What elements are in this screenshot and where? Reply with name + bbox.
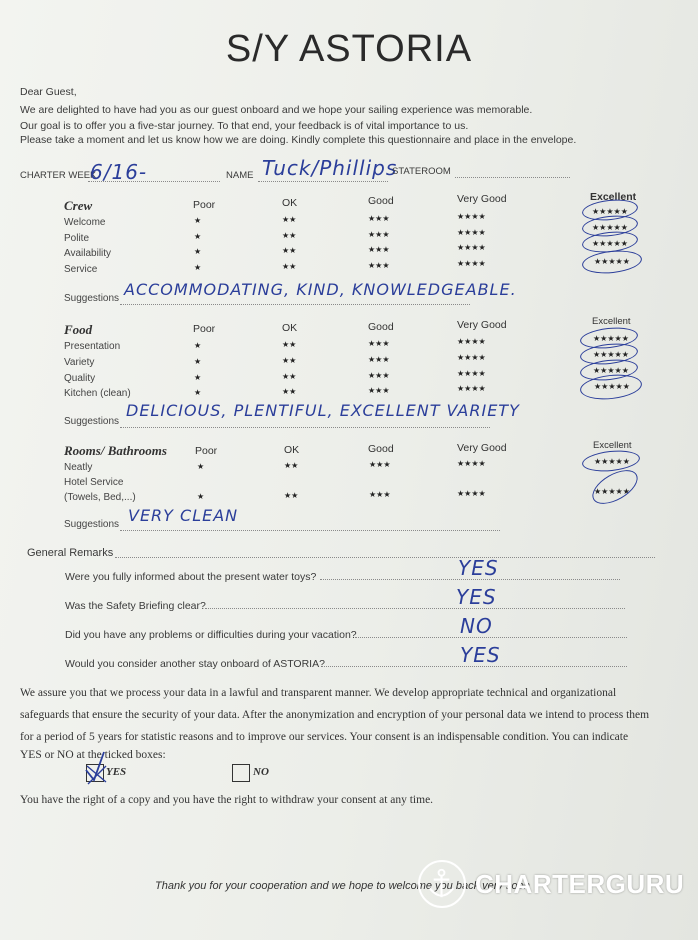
question-3: Did you have any problems or difficulties during your vacation? [65,629,357,641]
food-variety-star-1[interactable]: ★ [194,357,202,366]
food-quality-star-1[interactable]: ★ [194,373,202,382]
food-quality-star-2[interactable]: ★★ [282,372,297,381]
crew-service-star-1[interactable]: ★ [194,263,202,272]
crew-polite-star-1[interactable]: ★ [194,232,202,241]
crew-welcome-star-3[interactable]: ★★★ [368,214,390,223]
watermark-brand: CHARTERGURU [475,869,685,899]
rooms-neatly-star-3[interactable]: ★★★ [369,460,391,469]
crew-header-ok: OK [282,197,298,209]
food-header-ok: OK [282,322,298,334]
crew-welcome-star-1[interactable]: ★ [194,216,202,225]
food-presentation-star-3[interactable]: ★★★ [368,339,390,348]
general-remarks-label: General Remarks [27,547,114,559]
rooms-neatly-star-1[interactable]: ★ [197,462,205,471]
crew-header-excellent: Excellent [590,191,637,203]
crew-polite-star-4[interactable]: ★★★★ [457,228,486,237]
crew-suggestions-line [120,304,470,305]
food-kitchen-star-3[interactable]: ★★★ [368,386,390,395]
food-presentation-star-1[interactable]: ★ [194,341,202,350]
food-suggestions-label: Suggestions [64,416,120,427]
crew-service-star-2[interactable]: ★★ [282,262,297,271]
food-header-poor: Poor [193,323,216,335]
privacy-line-2: safeguards that ensure the security of your data. After the anonymization and encryption of your personal data we intend to process them [20,709,650,721]
rooms-header-excellent: Excellent [593,440,632,451]
consent-no-label: NO [253,766,269,778]
crew-header-good: Good [368,195,394,207]
greeting: Dear Guest, [20,86,77,98]
food-quality-star-3[interactable]: ★★★ [368,371,390,380]
crew-header-poor: Poor [193,199,216,211]
answer-3[interactable]: NO [460,614,493,638]
rooms-section-title: Rooms/ Bathrooms [64,443,167,458]
crew-polite-star-5[interactable]: ★★★★★ [592,223,628,232]
rooms-item-hotel-service: Hotel Service [64,477,124,488]
rooms-header-ok: OK [284,444,300,456]
crew-polite-star-2[interactable]: ★★ [282,231,297,240]
crew-item-service: Service [64,264,98,275]
crew-item-availability: Availability [64,248,112,259]
question-2: Was the Safety Briefing clear? [65,600,206,612]
stateroom-label: STATEROOM [392,166,451,177]
food-presentation-star-2[interactable]: ★★ [282,340,297,349]
intro-line-3: Please take a moment and let us know how we are doing. Kindly complete this questionnaire and place in the envelope. [20,134,577,146]
answer-2[interactable]: YES [456,585,497,609]
anchor-logo-icon [418,860,466,908]
crew-service-star-3[interactable]: ★★★ [368,261,390,270]
privacy-rights: You have the right of a copy and you have the right to withdraw your consent at any time. [20,794,434,806]
rooms-hotel-star-5[interactable]: ★★★★★ [594,487,630,496]
food-suggestions-line [120,427,490,428]
rooms-hotel-star-4[interactable]: ★★★★ [457,489,486,498]
thank-you-note: Thank you for your cooperation and we hope to welcome you back very soon [155,880,530,892]
stateroom-line [455,177,570,178]
food-header-very-good: Very Good [457,319,507,331]
rooms-hotel-star-1[interactable]: ★ [197,492,205,501]
crew-availability-star-3[interactable]: ★★★ [368,245,390,254]
food-quality-star-5[interactable]: ★★★★★ [593,366,629,375]
consent-yes-label: YES [106,766,127,778]
food-item-presentation: Presentation [64,341,121,352]
crew-availability-star-1[interactable]: ★ [194,247,202,256]
intro-line-2: Our goal is to offer you a five-star journey. To that end, your feedback is of vital importance to us. [20,120,469,132]
privacy-line-3: for a period of 5 years for statistic reasons and to improve our services. Your consent is an indispensable condition. You can indicate [20,731,629,743]
rooms-suggestions-value[interactable]: VERY CLEAN [128,506,239,525]
crew-service-circle-mark [581,248,643,276]
crew-section-title: Crew [64,198,93,213]
crew-welcome-star-4[interactable]: ★★★★ [457,212,486,221]
crew-header-very-good: Very Good [457,193,507,205]
rooms-item-neatly: Neatly [64,462,93,473]
food-header-good: Good [368,321,394,333]
crew-welcome-star-2[interactable]: ★★ [282,215,297,224]
consent-no-checkbox[interactable] [232,764,250,782]
name-line [258,181,388,182]
food-quality-star-4[interactable]: ★★★★ [457,369,486,378]
food-kitchen-star-5[interactable]: ★★★★★ [594,382,630,391]
page-title: S/Y ASTORIA [225,28,473,70]
rooms-suggestions-label: Suggestions [64,519,120,530]
rooms-neatly-star-2[interactable]: ★★ [284,461,299,470]
rooms-suggestions-line [120,530,500,531]
name-value[interactable]: Tuck/Phillips [262,156,398,180]
rooms-hotel-star-3[interactable]: ★★★ [369,490,391,499]
food-presentation-star-4[interactable]: ★★★★ [457,337,486,346]
crew-welcome-star-5[interactable]: ★★★★★ [592,207,628,216]
rooms-header-very-good: Very Good [457,442,507,454]
answer-1[interactable]: YES [458,556,499,580]
food-variety-star-3[interactable]: ★★★ [368,355,390,364]
food-item-kitchen: Kitchen (clean) [64,388,131,399]
food-kitchen-star-1[interactable]: ★ [194,388,202,397]
crew-service-star-5[interactable]: ★★★★★ [594,257,630,266]
question-4: Would you consider another stay onboard of ASTORIA? [65,658,325,670]
crew-availability-star-5[interactable]: ★★★★★ [592,239,628,248]
crew-service-star-4[interactable]: ★★★★ [457,259,486,268]
rooms-item-towels-bed: (Towels, Bed,...) [64,492,136,503]
rooms-header-good: Good [368,443,394,455]
answer-4[interactable]: YES [460,643,501,667]
rooms-header-poor: Poor [195,445,218,457]
general-remarks-line [115,557,655,558]
name-label: NAME [226,170,254,181]
food-variety-star-2[interactable]: ★★ [282,356,297,365]
food-kitchen-star-2[interactable]: ★★ [282,387,297,396]
question-2-line [205,608,625,609]
crew-polite-star-3[interactable]: ★★★ [368,230,390,239]
food-kitchen-star-4[interactable]: ★★★★ [457,384,486,393]
crew-item-welcome: Welcome [64,217,106,228]
privacy-line-1: We assure you that we process your data in a lawful and transparent manner. We develop appropriate technical and organizational [20,687,617,699]
crew-suggestions-value[interactable]: ACCOMMODATING, KIND, KNOWLEDGEABLE. [124,280,517,299]
food-section-title: Food [64,322,93,337]
food-variety-star-4[interactable]: ★★★★ [457,353,486,362]
crew-suggestions-label: Suggestions [64,293,120,304]
crew-item-polite: Polite [64,233,90,244]
crew-availability-star-4[interactable]: ★★★★ [457,243,486,252]
intro-line-1: We are delighted to have had you as our guest onboard and we hope your sailing experience was memorable. [20,104,533,116]
charter-week-label: CHARTER WEEK [20,170,97,181]
food-header-excellent: Excellent [592,316,631,327]
crew-availability-star-2[interactable]: ★★ [282,246,297,255]
question-1: Were you fully informed about the present water toys? [65,571,317,583]
food-variety-star-5[interactable]: ★★★★★ [593,350,629,359]
rooms-hotel-star-2[interactable]: ★★ [284,491,299,500]
food-presentation-star-5[interactable]: ★★★★★ [593,334,629,343]
rooms-neatly-star-4[interactable]: ★★★★ [457,459,486,468]
food-suggestions-value[interactable]: DELICIOUS, PLENTIFUL, EXCELLENT VARIETY [126,401,520,420]
charter-week-value[interactable]: 6/16- [90,160,148,184]
food-item-quality: Quality [64,373,96,384]
food-item-variety: Variety [64,357,95,368]
rooms-neatly-star-5[interactable]: ★★★★★ [594,457,630,466]
privacy-line-4: YES or NO at the ticked boxes: [20,749,166,761]
